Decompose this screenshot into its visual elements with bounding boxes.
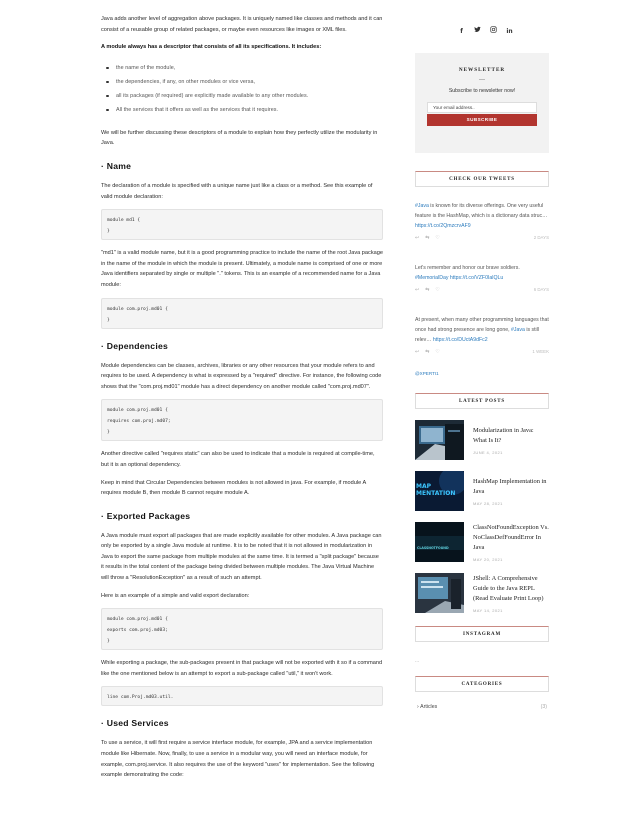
- newsletter-text: Subscribe to newsletter now!: [448, 88, 516, 94]
- tweet-meta: [415, 287, 549, 293]
- dependencies-paragraph-2: Another directive called "requires static" can also be used to indicate that a module is required at compile-time, but it is an optional dependency.: [101, 451, 375, 468]
- post-item[interactable]: [415, 573, 549, 613]
- email-field[interactable]: Your email address..: [427, 102, 537, 113]
- tweet-list: [415, 201, 549, 355]
- category-name[interactable]: Articles: [420, 704, 438, 710]
- name-paragraph-2: "md1" is a valid module name, but it is a good programming practice to include the name of the root Java package in the name of the module in which the module is present. Ultimately, a module name is comprised of one or more Java identifiers separated by single or multiple "." tokens. This is an example of a recommended name for a Java module:: [101, 250, 383, 288]
- category-count: (3): [540, 704, 547, 710]
- tweet-actions: [415, 287, 440, 293]
- code-line: }: [107, 430, 110, 436]
- post-title[interactable]: Modularization in Java: What Is It?: [473, 427, 534, 444]
- post-item[interactable]: [415, 420, 549, 460]
- code-line: module com.proj.md01 {: [107, 306, 168, 312]
- post-thumbnail[interactable]: [415, 471, 464, 511]
- post-thumbnail[interactable]: [415, 522, 464, 562]
- post-item[interactable]: [415, 522, 549, 562]
- descriptor-list: [101, 61, 383, 117]
- jshell-image-icon: [415, 573, 464, 613]
- tweet-text-part: At present, when many other programming languages that once had strong presence are long gone,: [415, 317, 549, 333]
- code-line: }: [107, 317, 110, 323]
- post-title[interactable]: JShell: A Comprehensive Guide to the Java REPL (Read Evaluate Print Loop): [473, 575, 544, 602]
- instagram-icon[interactable]: [488, 26, 499, 37]
- tweet-text-part: is still relev…: [415, 327, 540, 343]
- dependencies-paragraph-1: Module dependencies can be classes, archives, libraries or any other resources that your module refers to and requires to be used. A dependency is what is expressed by a "required" directive. For instance, the following code shows that the "com.proj.md01" module has a direct dependency on another module called "com.proj.md07".: [101, 362, 382, 390]
- post-info: [464, 573, 549, 613]
- categories-widget-title: CATEGORIES: [415, 676, 549, 692]
- code-block: [101, 608, 383, 650]
- post-date: MAY 28, 2021: [473, 501, 503, 506]
- exported-paragraph-2: Here is an example of a simple and valid export declaration:: [101, 592, 250, 599]
- tweet-text: [415, 315, 549, 345]
- code-line: }: [107, 639, 110, 645]
- heading-exported-packages: · Exported Packages: [101, 510, 191, 521]
- code-line: module com.proj.md01 {: [107, 617, 168, 623]
- tweet-meta: [415, 349, 549, 355]
- exported-paragraph-3: While exporting a package, the sub-packages present in that package will not be exported with it so if a command like the one mentioned below is an attempt to export a sub-package called "util," it won't work.: [101, 660, 383, 677]
- tweet-item: [415, 315, 549, 355]
- tweet-item: [415, 263, 549, 293]
- heading-name: · Name: [101, 160, 132, 171]
- name-paragraph-1: The declaration of a module is specified with a unique name just like a class or a method. See this example of valid module declaration:: [101, 182, 373, 200]
- after-list-paragraph: We will be further discussing these descriptors of a module to explain how they perfectly utilize the modularity in Java.: [101, 129, 378, 147]
- linkedin-glyph: in: [506, 28, 513, 35]
- linkedin-icon[interactable]: [504, 26, 515, 37]
- twitter-icon[interactable]: [472, 26, 483, 37]
- instagram-feed-placeholder: ...: [415, 658, 420, 664]
- tweet-actions: [415, 235, 440, 241]
- code-block: [101, 399, 383, 441]
- article: [101, 14, 383, 788]
- intro-paragraph: Java adds another level of aggregation above packages. It is uniquely named like classes and methods and it can consist of a reusable group of related packages, or maybe even resources like images or XML files.: [101, 16, 383, 33]
- tweet-text-part: Let's remember and honor our brave soldiers.: [415, 265, 520, 271]
- latest-posts-list: [415, 420, 549, 613]
- services-paragraph-1: To use a service, it will first require a service interface module, for example, JPA and a service implementation module like Hibernate. Now, finally, to use a service in a modular way, you will need an interface module, for example, com.proj.service. It also requires the use of the keyword "uses" for implementation. See the following example demonstrating the code:: [101, 740, 375, 779]
- tweet-text: [415, 263, 549, 283]
- post-info: [464, 522, 549, 562]
- list-item: All the services that it offers as well as the services that it requires.: [101, 103, 383, 117]
- tweet-actions: [415, 349, 440, 355]
- post-thumbnail[interactable]: [415, 420, 464, 460]
- tweet-meta: [415, 235, 549, 241]
- list-item: the dependencies, if any, on other modules or vice versa,: [101, 75, 383, 89]
- thumbnail-caption: CLASSNOTFOUND: [417, 546, 449, 550]
- facebook-icon[interactable]: [456, 26, 467, 37]
- tweet-link[interactable]: https://t.co/DUctA9dFc2: [432, 337, 488, 343]
- twitter-glyph: [474, 26, 481, 33]
- code-block: [101, 298, 383, 329]
- category-item[interactable]: [415, 704, 549, 710]
- latest-posts-title: LATEST POSTS: [415, 393, 549, 409]
- reply-icon[interactable]: ↩: [415, 349, 420, 355]
- tweets-widget-title: CHECK OUR TWEETS: [415, 171, 549, 187]
- retweet-icon[interactable]: ⇆: [425, 235, 430, 241]
- post-info: [464, 420, 549, 460]
- post-date: MAY 14, 2021: [473, 608, 503, 613]
- like-icon[interactable]: ♡: [435, 235, 440, 241]
- category-label: [417, 704, 437, 710]
- tweet-text-part: is known for its diverse offerings. One very useful feature is the HashMap, which is a dictionary data struc…: [415, 203, 548, 219]
- code-block: [101, 686, 383, 706]
- tweet-text: [415, 201, 549, 231]
- code-line: module md1 {: [107, 218, 141, 224]
- retweet-icon[interactable]: ⇆: [425, 349, 430, 355]
- code-line: requires com.proj.md07;: [107, 419, 171, 425]
- like-icon[interactable]: ♡: [435, 349, 440, 355]
- thumbnail-caption: MAP MENTATION: [416, 483, 456, 497]
- hashtag-link[interactable]: #Java: [415, 203, 429, 209]
- post-date: JUNE 4, 2021: [473, 450, 503, 455]
- dependencies-paragraph-3: Keep in mind that Circular Dependencies between modules is not allowed in java. For example, if module A requires module B, then module B cannot require module A.: [101, 479, 366, 497]
- subscribe-button[interactable]: SUBSCRIBE: [427, 114, 537, 126]
- newsletter-widget: [415, 53, 549, 153]
- tweet-age: 6 DAYS: [533, 287, 549, 292]
- tweet-link[interactable]: https://t.co/VZF0IalQLu: [449, 275, 504, 281]
- post-info: [464, 471, 549, 511]
- facebook-glyph: f: [460, 28, 463, 35]
- chevron-right-icon: ›: [417, 704, 421, 710]
- newsletter-title: NEWSLETTER: [458, 67, 506, 73]
- hashtag-link[interactable]: #MemorialDay: [415, 275, 449, 281]
- reply-icon[interactable]: ↩: [415, 287, 420, 293]
- post-title[interactable]: ClassNotFoundException Vs. NoClassDefFoundError In Java: [473, 524, 549, 551]
- hashtag-link[interactable]: #Java: [511, 327, 525, 333]
- social-links: [415, 26, 549, 37]
- post-date: MAY 20, 2021: [473, 557, 503, 562]
- tweet-age: 2 DAYS: [533, 235, 549, 240]
- exported-paragraph-1: A Java module must export all packages that are made explicitly available for other modules. A Java package can only be exported by a single Java module at runtime. It is to be noted that it is not allowed in modularization in Java to export the same package from multiple modules at the same time. It is termed a "split package" because it results in the total content of the package being divided between multiple modules. The Java Virtual Machine will throw a "ResolutionException" as a result of such an attempt.: [101, 532, 382, 582]
- sidebar: [415, 14, 549, 710]
- laptop-image-icon: [415, 420, 464, 460]
- post-thumbnail[interactable]: [415, 573, 464, 613]
- list-item: all its packages (if required) are explicitly made available to any other modules.: [101, 89, 383, 103]
- lead-paragraph: A module always has a descriptor that consists of all its specifications. It includes:: [101, 44, 322, 51]
- tweet-age: 1 WEEK: [532, 349, 549, 354]
- code-block: [101, 209, 383, 240]
- list-item: the name of the module,: [101, 61, 383, 75]
- like-icon[interactable]: ♡: [435, 287, 440, 293]
- instagram-glyph: [490, 26, 497, 33]
- exception-image-icon: [415, 522, 464, 562]
- post-title[interactable]: HashMap Implementation in Java: [473, 478, 547, 495]
- post-item[interactable]: [415, 471, 549, 511]
- code-line: }: [107, 229, 110, 235]
- reply-icon[interactable]: ↩: [415, 235, 420, 241]
- code-line: line com.Proj.md03.util.: [107, 695, 174, 701]
- twitter-handle-link[interactable]: @XPERTI1: [415, 371, 439, 376]
- instagram-widget-title: INSTAGRAM: [415, 626, 549, 642]
- divider: [479, 79, 485, 80]
- tweet-item: [415, 201, 549, 241]
- heading-used-services: · Used Services: [101, 718, 169, 729]
- heading-dependencies: · Dependencies: [101, 340, 169, 351]
- tweet-link[interactable]: https://t.co/2QmzcrvAF9: [415, 223, 471, 229]
- code-line: module com.proj.md01 {: [107, 408, 168, 414]
- code-line: exports com.proj.md03;: [107, 628, 168, 634]
- retweet-icon[interactable]: ⇆: [425, 287, 430, 293]
